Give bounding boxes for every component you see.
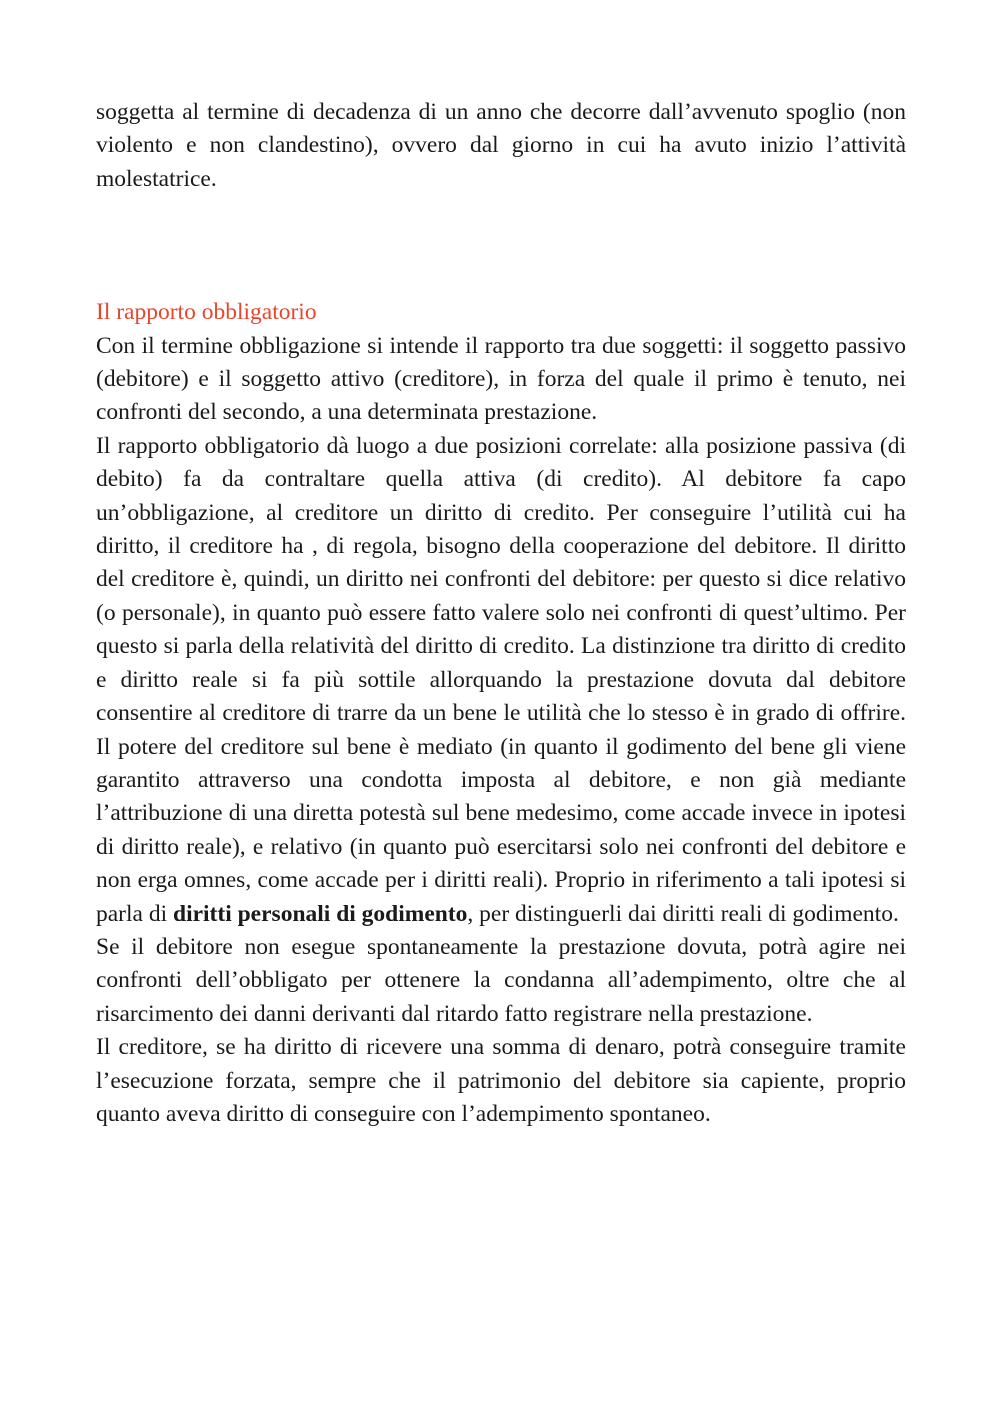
paragraph-3: Se il debitore non esegue spontaneamente la prestazione dovuta, potrà agire nei confronti dell’obbligato per ottenere la condanna all’adempimento, oltre che al risarcimento dei danni derivanti dal ritardo fatto registrare nella prestazione. (96, 933, 906, 1027)
section-heading: Il rapporto obbligatorio (96, 299, 317, 326)
paragraph-2-text-start: Il rapporto obbligatorio dà luogo a due posizioni correlate: alla posizione passiva (di debito) fa da contraltare quella attiva (di credito). Al debitore fa capo un’obbligazione, al creditore un diritto di credito. Per conseguire l’utilità cui ha diritto, il creditore ha , di regola, bisogno della cooperazione del debitore. Il diritto del creditore è, quindi, un diritto nei confronti del debitore: per questo si dice relativo (o personale), in quanto può essere fatto valere solo nei confronti di quest’ultimo. Per questo si parla della relatività del diritto di credito. La distinzione tra diritto di credito e diritto reale si fa più sottile allorquando la prestazione dovuta dal debitore consentire al creditore di trarre da un bene le utilità che lo stesso è in grado di offrire. Il potere del creditore sul bene è mediato (in quanto il godimento del bene gli viene garantito attraverso una condotta imposta al debitore, e non già mediante l’attribuzione di una diretta potestà sul bene medesimo, come accade invece in ipotesi di diritto reale), e relativo (in quanto può esercitarsi solo nei confronti del debitore e non erga omnes, come accade per i diritti reali). Proprio in riferimento a tali ipotesi si parla di (96, 432, 906, 927)
paragraph-2 (96, 430, 906, 931)
paragraph-2-text-end: , per distinguerli dai diritti reali di godimento. (467, 900, 899, 927)
paragraph-1: Con il termine obbligazione si intende il rapporto tra due soggetti: il soggetto passivo (debitore) e il soggetto attivo (creditore), in forza del quale il primo è tenuto, nei confronti del secondo, a una determinata prestazione. (96, 332, 906, 426)
intro-paragraph: soggetta al termine di decadenza di un anno che decorre dall’avvenuto spoglio (non violento e non clandestino), ovvero dal giorno in cui ha avuto inizio l’attività molestatrice. (96, 99, 906, 192)
bold-term: diritti personali di godimento (173, 900, 468, 927)
document-page (96, 96, 906, 1131)
paragraph-4: Il creditore, se ha diritto di ricevere una somma di denaro, potrà conseguire tramite l’esecuzione forzata, sempre che il patrimonio del debitore sia capiente, proprio quanto aveva diritto di conseguire con l’adempimento spontaneo. (96, 1034, 906, 1127)
